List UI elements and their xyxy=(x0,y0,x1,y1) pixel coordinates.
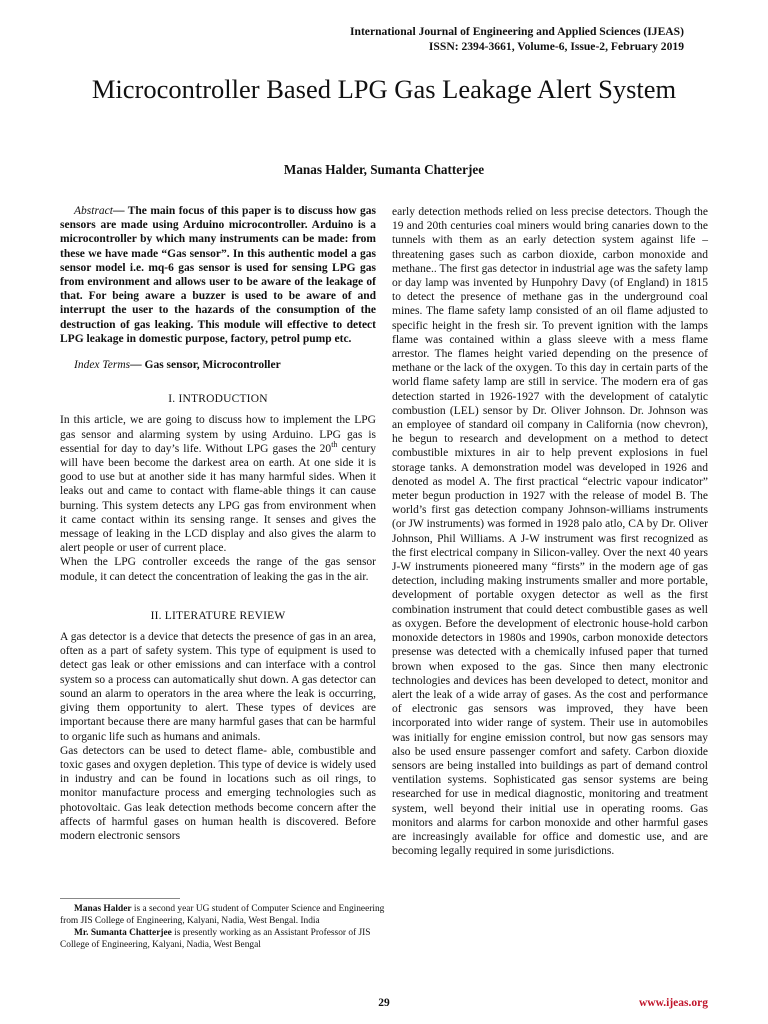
intro-paragraph-1 xyxy=(60,413,376,555)
right-column xyxy=(392,205,708,858)
intro-text-b: century will have been become the darkest area on earth. At one side it is good to use but at another side it has many harmful sides. When it leaks out and came to contact with flame-able things it can cause burning. This system detects any LPG gas from environment when it came contact within its sensing range. It senses and gives the message of leaking in the LCD display and also gives the alarm to alert people or user of current place. xyxy=(60,442,376,555)
footnote-1-text: is a second year UG student of Computer Science and Engineering from JIS College of Engineering, Kalyani, Nadia, West Bengal. India xyxy=(60,904,385,926)
page-number: 29 xyxy=(378,997,390,1009)
intro-text-a: In this article, we are going to discuss how to implement the LPG gas sensor and alarming system by using Arduino. LPG gas is essential for day to day’s life. Without LPG gases the 20 xyxy=(60,414,376,455)
literature-paragraph-1: A gas detector is a device that detects the presence of gas in an area, often as a part of safety system. This type of equipment is used to detect gas leak or other emissions and can interface with a control system so a process can automatically shut down. A gas detector can sound an alarm to operators in the area where the leak is occurring, giving them opportunity to alert. These types of devices are important because there are many harmful gases that can be harmful to organic life such as humans and animals. xyxy=(60,631,376,743)
footnote-2-name: Mr. Sumanta Chatterjee xyxy=(74,928,172,939)
paper-title: Microcontroller Based LPG Gas Leakage Alert System xyxy=(91,74,677,104)
journal-issn: ISSN: 2394-3661, Volume-6, Issue-2, February 2019 xyxy=(428,40,684,53)
abstract-text: — The main focus of this paper is to discuss how gas sensors are made using Arduino microcontroller. Arduino is a microcontroller by which many instruments can be made: from these we have made “Gas sensor”. In this authentic model a gas sensor model i.e. mq-6 gas sensor is used for sensing LPG gas from environment and allows user to be aware of the leakage of that. For being aware a buzzer is used to be aware of and interrupt the user to the hazards of the consumption of the destruction of gas leaking. This module will effective to detect LPG leakage in domestic purpose, factory, petrol pump etc. xyxy=(60,205,376,345)
footnote-1-name: Manas Halder xyxy=(74,904,132,914)
abstract-label: Abstract xyxy=(74,205,113,217)
paper-authors: Manas Halder, Sumanta Chatterjee xyxy=(283,162,485,177)
footnote-2-text: is presently working as an Assistant Professor of JIS College of Engineering, Kalyani, Nadia, West Bengal xyxy=(60,928,371,950)
index-terms xyxy=(60,358,376,372)
section-heading-literature-review: II. LITERATURE REVIEW xyxy=(150,609,286,622)
author-footnotes xyxy=(60,904,386,952)
journal-name: International Journal of Engineering and Applied Sciences (IJEAS) xyxy=(349,25,684,38)
index-terms-label: Index Terms xyxy=(74,359,131,372)
index-terms-text: — Gas sensor, Microcontroller xyxy=(130,359,281,372)
superscript-th: th xyxy=(331,440,338,450)
abstract xyxy=(60,204,376,346)
literature-paragraph-2: Gas detectors can be used to detect flame- able, combustible and toxic gases and oxygen depletion. This type of device is widely used in industry and can be found in locations such as oil rings, to monitor manufacture process and emerging technologies such as photovoltaic. Gas leak detection methods become concern after the affects of harmful gases on human health is discovered. Before modern electronic sensors xyxy=(60,744,376,842)
footnote-divider xyxy=(60,898,180,899)
journal-header xyxy=(350,24,684,54)
right-column-paragraph: early detection methods relied on less precise detectors. Though the 19 and 20th centuries coal miners would bring canaries down to the tunnels with them as an early detection system against life –threatening gases such as carbon dioxide, carbon monoxide and methane.. The first gas detector in industrial age was the safety lamp or day lamp was invented by Hunpohry Davy (of England) in 1815 to detect the presence of methane gas in the underground coal mines. The flame safety lamp consisted of an oil flame adjusted to specific height in the fresh sir. To prevent ignition with the lamps flame was contained within a glass sleeve with a mess flame arrestor. The flames height varied depending on the presence of methane or the lack of the oxygen. To this day in certain parts of the world flame safety lamp are still in service. The modern era of gas detection started in 1926-1927 with the development of catalytic combustion (LEL) sensor by Dr. Oliver Johnson. Dr. Johnson was an employee of standard oil company in California (now chevron), he begun to research and development on a method to detect combustible mixtures in air to help prevent explosions in fuel storage tanks. A demonstration model was developed in 1926 and denoted as model A. The first practical “electric vapour indicator” meter begun production in 1927 with the release of model B. The world’s first gas detection company Johnson-williams instruments (or JW instruments) was formed in 1928 palo atlo, CA by Dr. Oliver Johnson, Phil Williams. A J-W instrument was first recognized as the first electrical company in Silicon-valley. Over the next 40 years J-W instruments pioneered many “firsts” in the modern age of gas detection, including making instruments smaller and more portable, development of portable oxygen detector as well as the first combination instrument that could detect combustible gases as well as oxygen. Before the development of electronic house-hold carbon monoxide detectors in 1980s and 1990s, carbon monoxide detectors presense was detected with a chemically infused paper that turned brown when exposed to the gas. Since then many electronic technologies and devices has been developed to detect, monitor and alert the leak of a wide array of gases. As the cost and performance of electronic gas sensors was improved, they have been incorporated into wider range of system. Their use in automobiles was initially for engine emission control, but now gas sensors may also be used ensure passenger comfort and safety. Carbon dioxide sensors are being installed into buildings as part of demand control ventilation systems. Sophisticated gas sensor systems are being researched for use in medical diagnostic, monitoring and treatment system, well beyond their initial use in operating rooms. Gas monitors and alarms for carbon monoxide and other harmful gases are increasingly available for office and domestic use, and are becoming legally required in some jurisdictions. xyxy=(392,206,708,858)
footnote-1 xyxy=(60,904,386,927)
left-column xyxy=(60,204,376,843)
footnote-2 xyxy=(60,928,386,951)
section-heading-introduction: I. INTRODUCTION xyxy=(168,393,268,406)
intro-paragraph-2: When the LPG controller exceeds the range of the gas sensor module, it can detect the concentration of leaking the gas in the air. xyxy=(60,556,376,583)
journal-url[interactable]: www.ijeas.org xyxy=(639,997,708,1009)
